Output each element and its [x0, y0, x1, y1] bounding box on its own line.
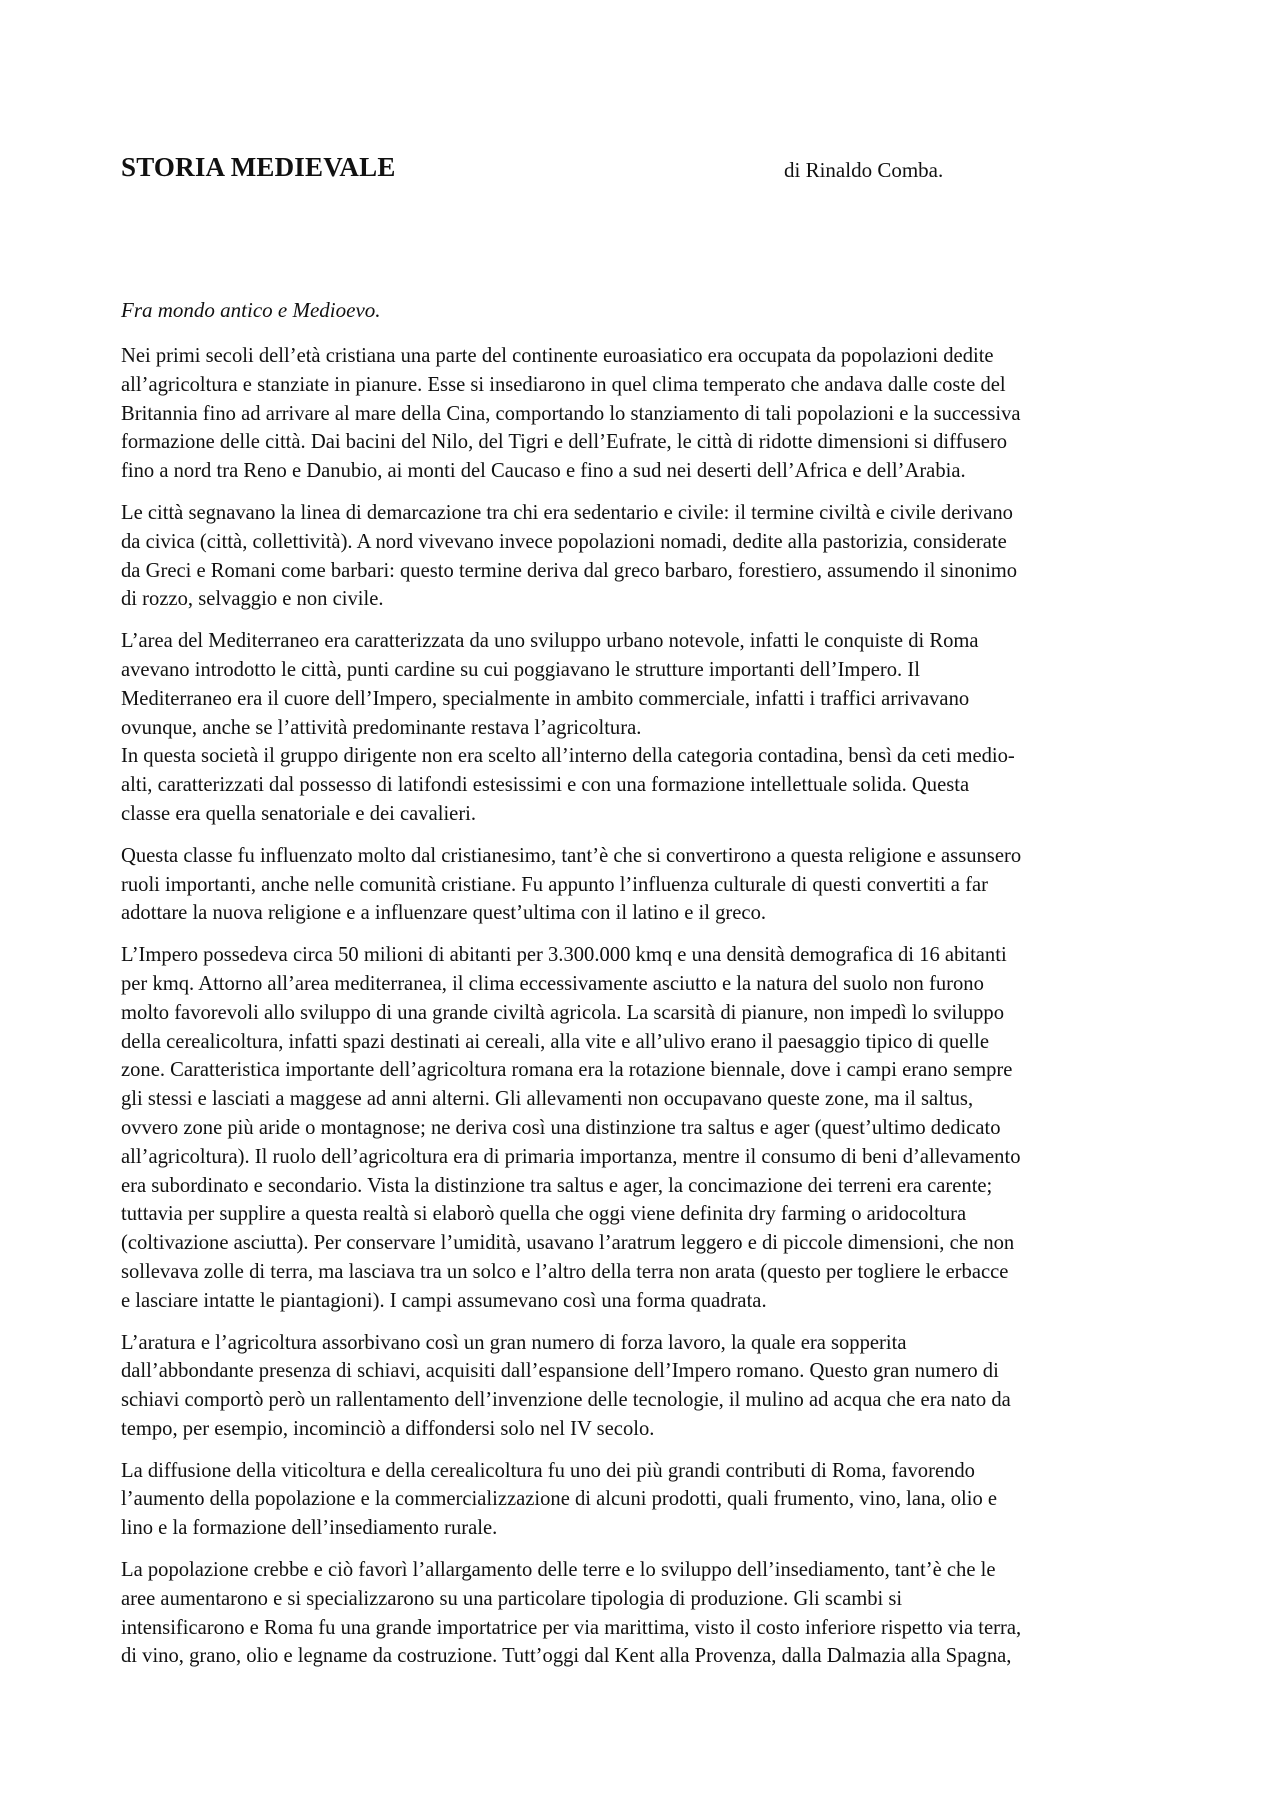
- text-line: lino e la formazione dell’insediamento rurale.: [121, 1517, 498, 1540]
- paragraph: [121, 627, 1161, 829]
- text-line: da civica (città, collettività). A nord vivevano invece popolazioni nomadi, dedite alla pastorizia, considerate: [121, 530, 1007, 553]
- text-line: aree aumentarono e si specializzarono su una particolare tipologia di produzione. Gli scambi si: [121, 1587, 903, 1610]
- text-line: L’Impero possedeva circa 50 milioni di abitanti per 3.300.000 kmq e una densità demografica di 16 abitanti: [121, 944, 1007, 967]
- text-line: di rozzo, selvaggio e non civile.: [121, 588, 384, 611]
- text-line: Britannia fino ad arrivare al mare della Cina, comportando lo stanziamento di tali popolazioni e la successiva: [121, 402, 1021, 425]
- text-line: L’aratura e l’agricoltura assorbivano così un gran numero di forza lavoro, la quale era sopperita: [121, 1331, 907, 1354]
- text-line: sollevava zolle di terra, ma lasciava tra un solco e l’altro della terra non arata (questo per togliere le erbacce: [121, 1260, 1009, 1283]
- text-line: L’area del Mediterraneo era caratterizzata da uno sviluppo urbano notevole, infatti le conquiste di Roma: [121, 630, 979, 653]
- text-line: ovvero zone più aride o montagnose; ne deriva così una distinzione tra saltus e ager (quest’ultimo dedicato: [121, 1116, 1001, 1139]
- text-line: formazione delle città. Dai bacini del Nilo, del Tigri e dell’Eufrate, le città di ridotte dimensioni si diffusero: [121, 431, 1008, 454]
- section-title: Fra mondo antico e Medioevo.: [121, 298, 381, 322]
- paragraph: [121, 941, 1161, 1315]
- text-line: all’agricoltura). Il ruolo dell’agricoltura era di primaria importanza, mentre il consumo di beni d’allevamento: [121, 1145, 1021, 1168]
- document-author: di Rinaldo Comba.: [784, 158, 944, 182]
- text-line: Questa classe fu influenzato molto dal cristianesimo, tant’è che si convertirono a questa religione e assunsero: [121, 844, 1022, 867]
- text-line: molto favorevoli allo sviluppo di una grande civiltà agricola. La scarsità di pianure, non impedì lo sviluppo: [121, 1001, 1005, 1024]
- text-line: per kmq. Attorno all’area mediterranea, il clima eccessivamente asciutto e la natura del suolo non furono: [121, 972, 984, 995]
- paragraph: [121, 842, 1161, 928]
- paragraph: [121, 499, 1161, 614]
- text-line: fino a nord tra Reno e Danubio, ai monti del Caucaso e fino a sud nei deserti dell’Africa e dell’Arabia.: [121, 460, 966, 483]
- paragraph: [121, 1556, 1161, 1671]
- text-line: schiavi comportò però un rallentamento dell’invenzione delle tecnologie, il mulino ad acqua che era nato da: [121, 1389, 1011, 1412]
- text-line: avevano introdotto le città, punti cardine su cui poggiavano le strutture importanti dell’Impero. Il: [121, 658, 920, 681]
- text-line: Nei primi secoli dell’età cristiana una parte del continente euroasiatico era occupata da popolazioni dedite: [121, 345, 994, 367]
- text-line: era subordinato e secondario. Vista la distinzione tra saltus e ager, la concimazione dei terreni era carente;: [121, 1174, 993, 1197]
- text-line: alti, caratterizzati dal possesso di latifondi estesissimi e con una formazione intellettuale solida. Questa: [121, 774, 970, 797]
- text-line: intensificarono e Roma fu una grande importatrice per via marittima, visto il costo inferiore rispetto via terra,: [121, 1616, 1022, 1639]
- text-line: La popolazione crebbe e ciò favorì l’allargamento delle terre e lo sviluppo dell’insediamento, tant’è che le: [121, 1559, 996, 1582]
- text-line: La diffusione della viticoltura e della cerealicoltura fu uno dei più grandi contributi di Roma, favorendo: [121, 1459, 975, 1482]
- text-line: della cerealicoltura, infatti spazi destinati ai cereali, alla vite e all’ulivo erano il paesaggio tipico di quelle: [121, 1030, 990, 1053]
- text-line: zone. Caratteristica importante dell’agricoltura romana era la rotazione biennale, dove i campi erano sempre: [121, 1059, 1013, 1082]
- text-line: (coltivazione asciutta). Per conservare l’umidità, usavano l’aratrum leggero e di piccole dimensioni, che non: [121, 1232, 1015, 1255]
- paragraph: [121, 1457, 1161, 1543]
- text-line: gli stessi e lasciati a maggese ad anni alterni. Gli allevamenti non occupavano queste zone, ma il saltus,: [121, 1088, 974, 1111]
- document-title: STORIA MEDIEVALE: [121, 152, 396, 182]
- text-line: e lasciare intatte le piantagioni). I campi assumevano così una forma quadrata.: [121, 1289, 767, 1312]
- text-line: ovunque, anche se l’attività predominante restava l’agricoltura.: [121, 716, 642, 739]
- text-line: adottare la nuova religione e a influenzare quest’ultima con il latino e il greco.: [121, 902, 767, 925]
- text-line: tempo, per esempio, incominciò a diffondersi solo nel IV secolo.: [121, 1417, 655, 1440]
- paragraph: [121, 342, 1161, 486]
- text-line: dall’abbondante presenza di schiavi, acquisiti dall’espansione dell’Impero romano. Questo gran numero di: [121, 1360, 999, 1383]
- text-line: classe era quella senatoriale e dei cavalieri.: [121, 802, 477, 825]
- paragraph: [121, 1329, 1161, 1444]
- text-line: ruoli importanti, anche nelle comunità cristiane. Fu appunto l’influenza culturale di questi convertiti a far: [121, 873, 988, 896]
- text-line: In questa società il gruppo dirigente non era scelto all’interno della categoria contadina, bensì da ceti medio-: [121, 745, 1015, 768]
- text-line: l’aumento della popolazione e la commercializzazione di alcuni prodotti, quali frumento, vino, lana, olio e: [121, 1488, 998, 1511]
- text-line: da Greci e Romani come barbari: questo termine deriva dal greco barbaro, forestiero, assumendo il sinonimo: [121, 559, 1018, 582]
- text-line: tuttavia per supplire a questa realtà si elaborò quella che oggi viene definita dry farming o aridocoltura: [121, 1203, 967, 1226]
- text-line: all’agricoltura e stanziate in pianure. Esse si insediarono in quel clima temperato che andava dalle coste del: [121, 373, 1006, 396]
- text-line: Mediterraneo era il cuore dell’Impero, specialmente in ambito commerciale, infatti i traffici arrivavano: [121, 687, 970, 710]
- text-line: Le città segnavano la linea di demarcazione tra chi era sedentario e civile: il termine civiltà e civile derivano: [121, 501, 1013, 524]
- body-text: [121, 342, 1161, 1684]
- text-line: di vino, grano, olio e legname da costruzione. Tutt’oggi dal Kent alla Provenza, dalla Dalmazia alla Spagna,: [121, 1645, 1012, 1668]
